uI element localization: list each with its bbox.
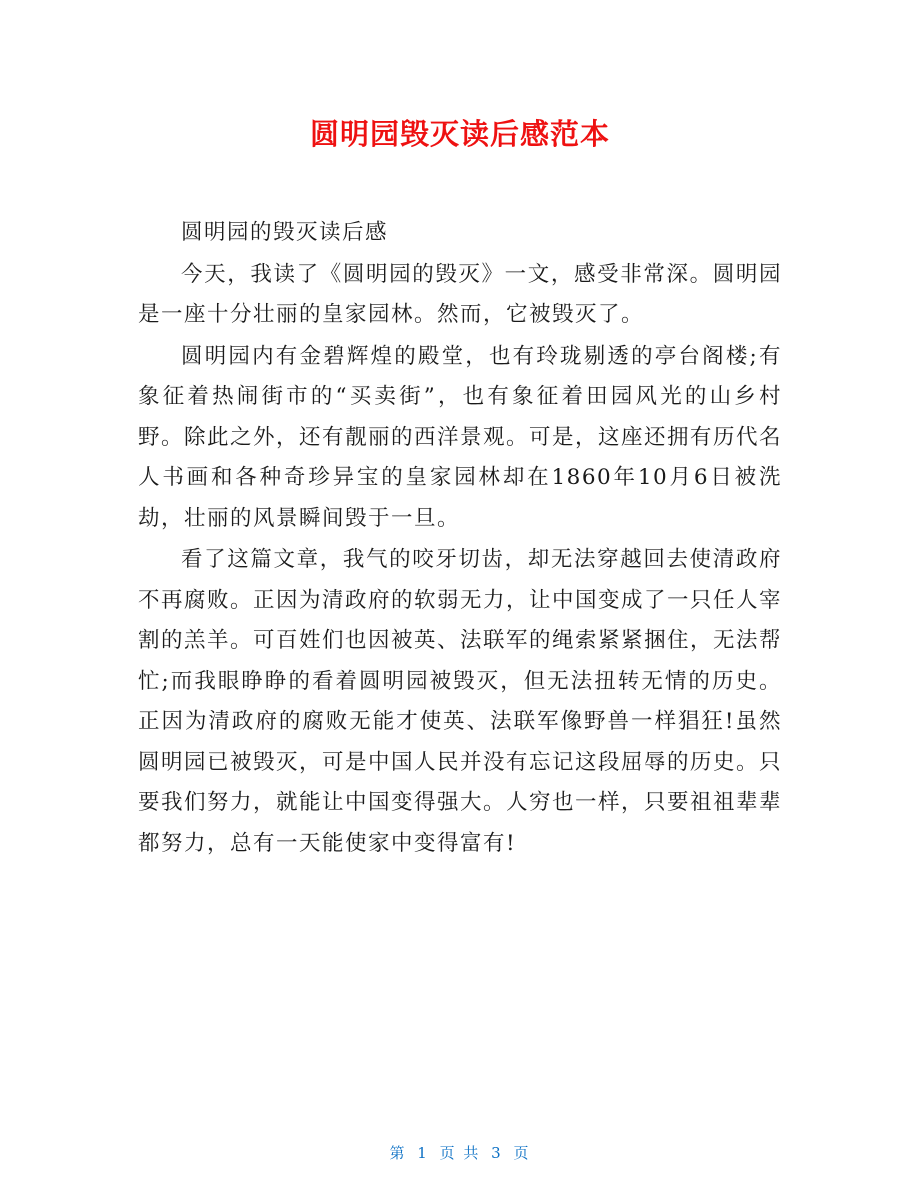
document-title: 圆明园毁灭读后感范本 bbox=[309, 117, 610, 151]
total-pages-number: 3 bbox=[491, 1144, 503, 1162]
footer-mid: 页 共 bbox=[439, 1144, 481, 1162]
paragraph-2: 圆明园内有金碧辉煌的殿堂，也有玲珑剔透的亭台阁楼;有象征着热闹街市的“买卖街”，也有象征着田园风光的山乡村野。除此之外，还有靓丽的西洋景观。可是，这座还拥有历代名人书画和各种奇珍异宝的皇家园林却在1860年10月6日被洗劫，壮丽的风景瞬间毁于一旦。 bbox=[138, 343, 783, 531]
footer-prefix: 第 bbox=[389, 1144, 407, 1162]
footer-suffix: 页 bbox=[513, 1144, 531, 1162]
paragraph-1: 今天，我读了《圆明园的毁灭》一文，感受非常深。圆明园是一座十分壮丽的皇家园林。然而，它被毁灭了。 bbox=[138, 261, 782, 327]
document-body bbox=[138, 213, 782, 864]
paragraph-subtitle: 圆明园的毁灭读后感 bbox=[181, 220, 389, 245]
page-footer bbox=[0, 1142, 920, 1163]
current-page-number: 1 bbox=[417, 1144, 429, 1162]
paragraph-3: 看了这篇文章，我气的咬牙切齿，却无法穿越回去使清政府不再腐败。正因为清政府的软弱无力，让中国变成了一只任人宰割的羔羊。可百姓们也因被英、法联军的绳索紧紧捆住，无法帮忙;而我眼睁睁的看着圆明园被毁灭，但无法扭转无情的历史。正因为清政府的腐败无能才使英、法联军像野兽一样猖狂!虽然圆明园已被毁灭，可是中国人民并没有忘记这段屈辱的历史。只要我们努力，就能让中国变得强大。人穷也一样，只要祖祖辈辈都努力，总有一天能使家中变得富有! bbox=[138, 547, 783, 856]
